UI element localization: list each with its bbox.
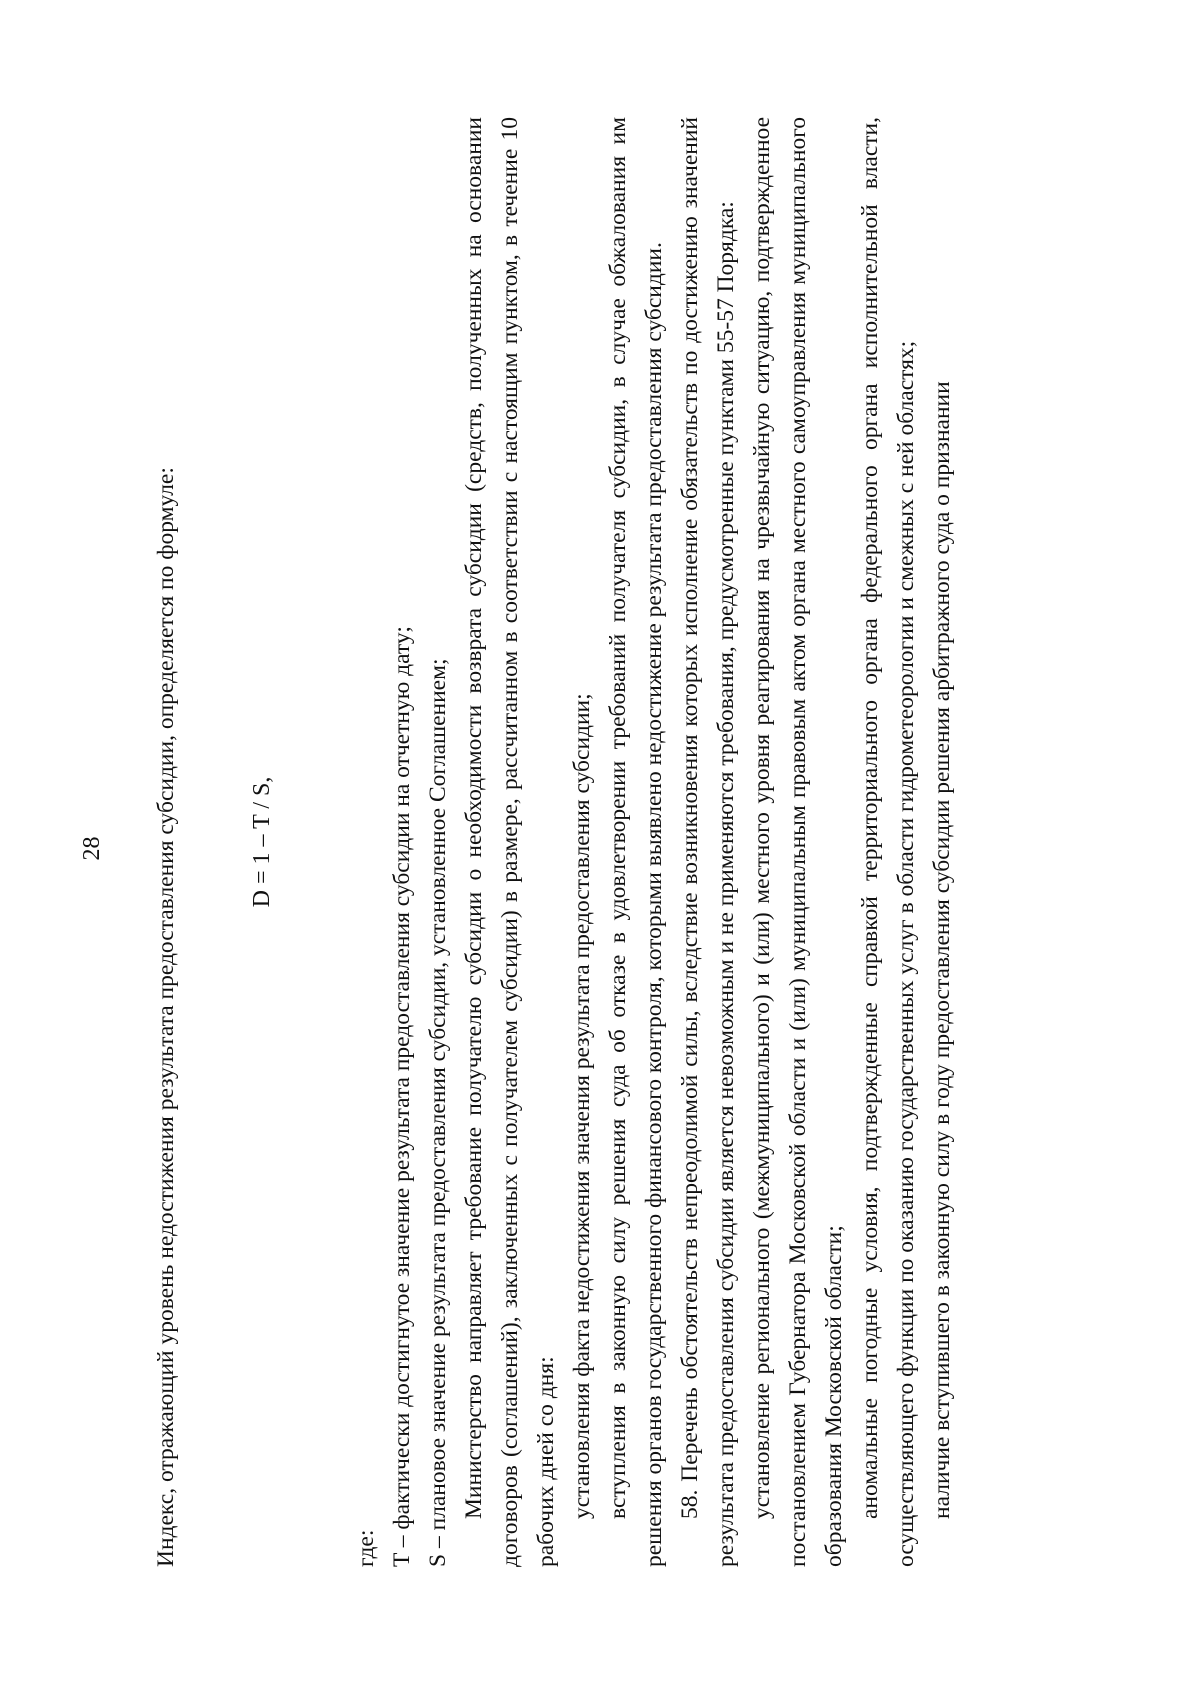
definition-t: T – фактически достигнутое значение результата предоставления субсидии на отчетную дату; xyxy=(389,626,415,1567)
paragraph-fact-established: установления факта недостижения значения результата предоставления субсидии; xyxy=(569,693,595,1519)
paragraph-emergency: установление регионального (межмуниципального) и (или) местного уровня реагирования на чрезвычайную ситуацию, подтвержденное постановлением Губернатора Московской области и (или) муниципальным правовым актом органа местного самоуправления муниципального образования Московской области; xyxy=(749,117,847,1567)
definition-s: S – плановое значение результата предоставления субсидии, установленное Соглашением; xyxy=(425,658,451,1567)
paragraph-arbitration: наличие вступившего в законную силу в году предоставления субсидии решения арбитражного суда о признании xyxy=(929,381,955,1519)
paragraph-court-decision: вступления в законную силу решения суда об отказе в удовлетворении требований получателя субсидии, в случае обжалования им решения органов государственного финансового контроля, которыми выявлено недостижение результата предоставления субсидии. xyxy=(605,117,667,1567)
page-number: 28 xyxy=(79,836,105,861)
intro-paragraph: Индекс, отражающий уровень недостижения результата предоставления субсидии, определяется по формуле: xyxy=(153,467,179,1567)
where-label: где: xyxy=(353,1529,379,1567)
paragraph-58-force-majeure: 58. Перечень обстоятельств непреодолимой силы, вследствие возникновения которых исполнение обязательств по достижению значений результата предоставления субсидии является невозможным и не применяются требования, предусмотренные пунктами 55-57 Порядка: xyxy=(677,117,739,1567)
paragraph-weather: аномальные погодные условия, подтвержденные справкой территориального органа федерального органа исполнительной власти, осуществляющего функции по оказанию государственных услуг в области гидрометеорологии и смежных с ней областях; xyxy=(857,117,919,1567)
formula: D = 1 – T / S, xyxy=(249,776,275,908)
paragraph-requirement: Министерство направляет требование получателю субсидии о необходимости возврата субсидии (средств, полученных на основании договоров (соглашений), заключенных с получателем субсидии) в размере, рассчитанном в соответствии с настоящим пунктом, в течение 10 рабочих дней со дня: xyxy=(461,117,559,1567)
document-body xyxy=(148,117,960,1567)
